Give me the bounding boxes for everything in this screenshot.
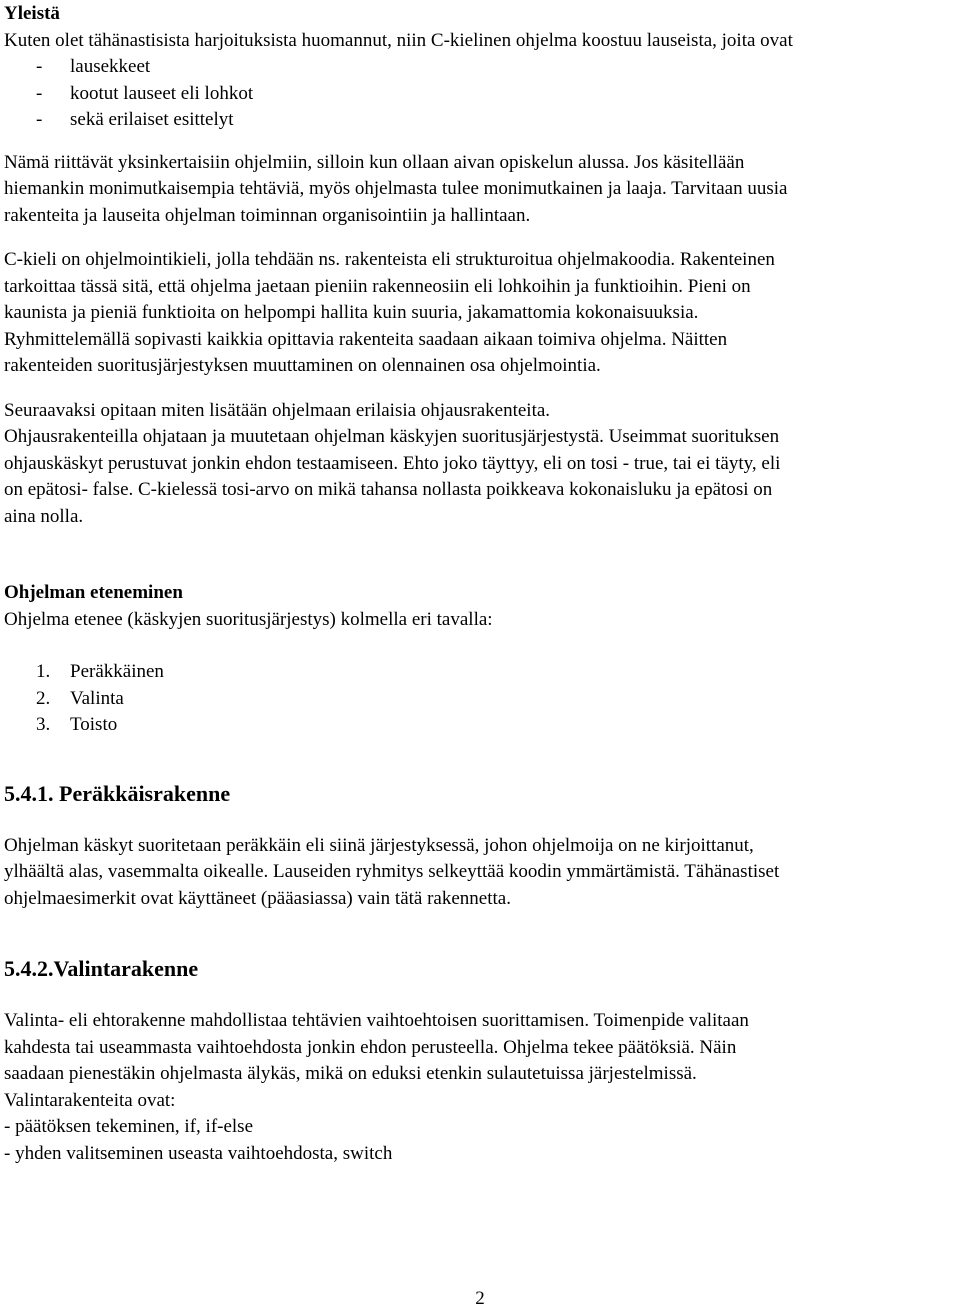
heading-yleista: Yleistä [4, 3, 60, 24]
paragraph-3: Seuraavaksi opitaan miten lisätään ohjelmaan erilaisia ohjausrakenteita. Ohjausrakenteilla ohjataan ja muutetaan ohjelman käskyjen suoritusjärjestystä. Useimmat suorituksen ohjauskäskyt perustuvat jonkin ehdon testaamiseen. Ehto joko täyttyy, eli on tosi - true, tai ei täyty, eli on epätosi- false. C-kielessä tosi-arvo on mikä tahansa nollasta poikkeava kokonaisluku ja epätosi on aina nolla. [4, 399, 781, 527]
components-list [4, 54, 954, 134]
list-item: 2. Valinta [36, 687, 124, 709]
list-item: 3. Toisto [36, 714, 118, 735]
paragraph-2: C-kieli on ohjelmointikieli, jolla tehdään ns. rakenteista eli strukturoitua ohjelmakoodia. Rakenteinen tarkoittaa tässä sitä, että ohjelma jaetaan pieniin rakenneosiin eli lohkoihin ja funktioihin. Pieni on kaunista ja pieniä funktioita on helpompi hallita kuin suuria, jakamattomia kokonaisuuksia. Ryhmittelemällä sopivasti kaikkia opittavia rakenteita saadaan aikaan toimiva ohjelma. Näitten rakenteiden suoritusjärjestyksen muuttaminen on olennainen osa ohjelmointia. [4, 249, 775, 376]
document-page [4, 0, 954, 1167]
page-number: 2 [475, 1288, 485, 1309]
list-item: - lausekkeet [36, 56, 151, 77]
paragraph-1: Nämä riittävät yksinkertaisiin ohjelmiin, silloin kun ollaan aivan opiskelun alussa. Jos käsitellään hiemankin monimutkaisempia tehtäviä, myös ohjelmasta tulee monimutkainen ja laaja. Tarvitaan uusia rakenteita ja lauseita ohjelman toiminnan organisointiin ja hallintaan. [4, 151, 788, 226]
list-item: - kootut lauseet eli lohkot [36, 82, 254, 104]
intro-line: Kuten olet tähänastisista harjoituksista huomannut, niin C-kielinen ohjelma koostuu lauseista, joita ovat [4, 29, 793, 51]
list-item: - sekä erilaiset esittelyt [36, 109, 234, 130]
section-541-text: Ohjelman käskyt suoritetaan peräkkäin eli siinä järjestyksessä, johon ohjelmoija on ne kirjoittanut, ylhäältä alas, vasemmalta oikealle. Lauseiden ryhmitys selkeyttää koodin ymmärtämistä. Tähänastiset ohjelmaesimerkit ovat käyttäneet (pääasiassa) vain tätä rakennetta. [4, 834, 780, 909]
list-item: 1. Peräkkäinen [36, 661, 164, 682]
eteneminen-intro: Ohjelma etenee (käskyjen suoritusjärjestys) kolmella eri tavalla: [4, 608, 493, 630]
heading-eteneminen: Ohjelman eteneminen [4, 582, 183, 603]
section-title-541: 5.4.1. Peräkkäisrakenne [4, 780, 231, 806]
section-542-text: Valinta- eli ehtorakenne mahdollistaa tehtävien vaihtoehtoisen suorittamisen. Toimenpide valitaan kahdesta tai useammasta vaihtoehdosta jonkin ehdon perusteella. Ohjelma tekee päätöksiä. Näin saadaan pienestäkin ohjelmasta älykäs, mikä on eduksi etenkin sulautetuissa järjestelmissä. Valintarakenteita ovat: - päätöksen tekeminen, if, if-else - yhden valitseminen useasta vaihtoehdosta, switch [4, 1010, 749, 1164]
flow-types-list [4, 659, 954, 739]
section-title-542: 5.4.2.Valintarakenne [4, 956, 199, 981]
